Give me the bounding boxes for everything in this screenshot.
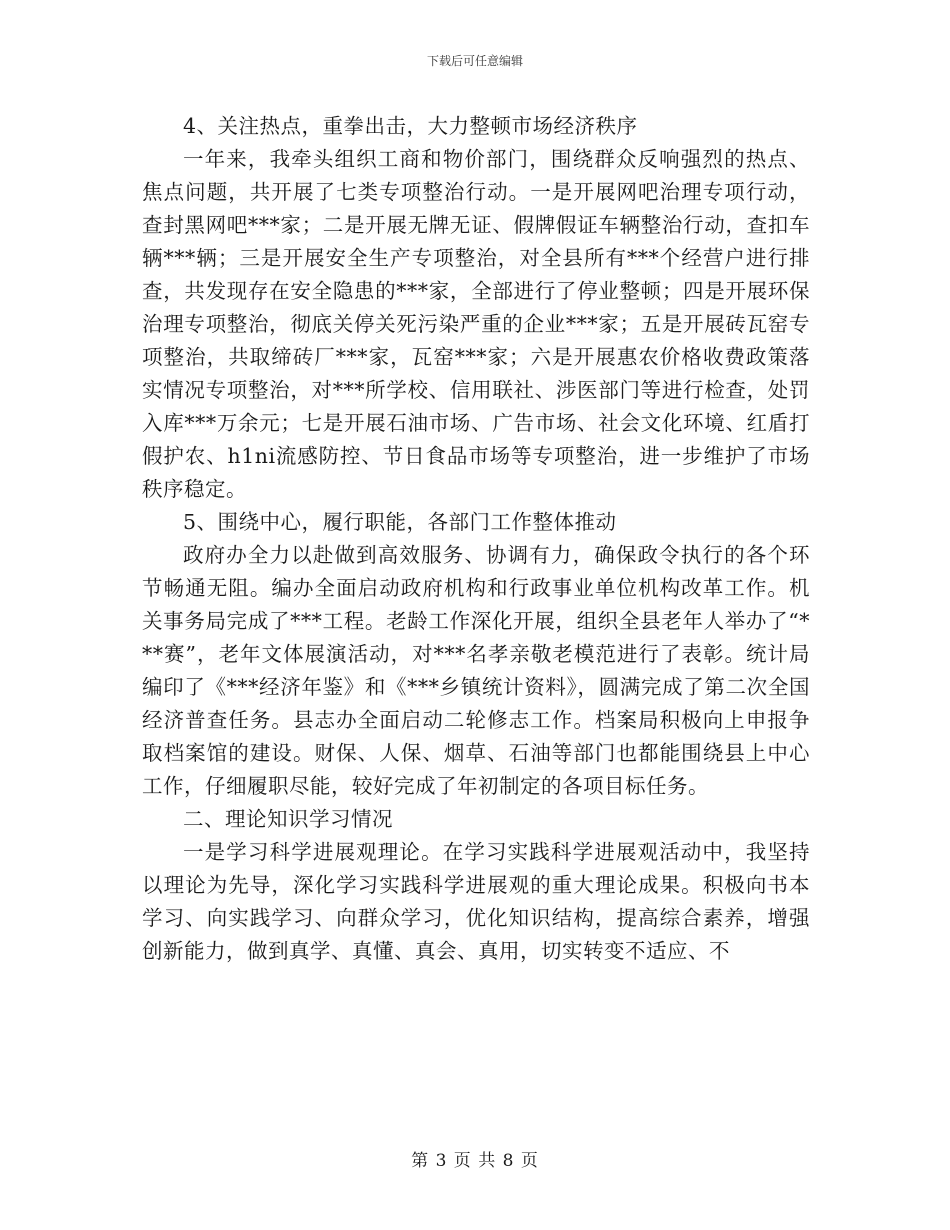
section-heading-4: 4、关注热点，重拳出击，大力整顿市场经济秩序	[183, 114, 638, 138]
paragraph-departments: 政府办全力以赴做到高效服务、协调有力，确保政令执行的各个环节畅通无阻。编办全面启动政府机构和行政事业单位机构改革工作。机关事务局完成了***工程。老龄工作深化开展，组织全县老年人举办了“***赛”，老年文体展演活动，对***名孝亲敬老模范进行了表彰。统计局编印了《***经济年鉴》和《***乡镇统计资料》，圆满完成了第二次全国经济普查任务。县志办全面启动二轮修志工作。档案局积极向上申报争取档案馆的建设。财保、人保、烟草、石油等部门也都能围绕县上中心工作，仔细履职尽能，较好完成了年初制定的各项目标任务。	[142, 543, 810, 798]
page-number-footer: 第 3 页 共 8 页	[411, 1151, 539, 1171]
header-note: 下载后可任意编辑	[426, 54, 523, 68]
section-heading-theory: 二、理论知识学习情况	[183, 807, 393, 831]
paragraph-theory-study: 一是学习科学进展观理论。在学习实践科学进展观活动中，我坚持以理论为先导，深化学习实践科学进展观的重大理论成果。积极向书本学习、向实践学习、向群众学习，优化知识结构，提高综合素养，增强创新能力，做到真学、真懂、真会、真用，切实转变不适应、不	[142, 840, 810, 963]
section-heading-5: 5、围绕中心，履行职能，各部门工作整体推动	[183, 510, 617, 534]
paragraph-market-order: 一年来，我牵头组织工商和物价部门，围绕群众反响强烈的热点、焦点问题，共开展了七类专项整治行动。一是开展网吧治理专项行动，查封黑网吧***家；二是开展无牌无证、假牌假证车辆整治行动，查扣车辆***辆；三是开展安全生产专项整治，对全县所有***个经营户进行排查，共发现存在安全隐患的***家，全部进行了停业整顿；四是开展环保治理专项整治，彻底关停关死污染严重的企业***家；五是开展砖瓦窑专项整治，共取缔砖厂***家，瓦窑***家；六是开展惠农价格收费政策落实情况专项整治，对***所学校、信用联社、涉医部门等进行检查，处罚入库***万余元；七是开展石油市场、广告市场、社会文化环境、红盾打假护农、h1ni流感防控、节日食品市场等专项整治，进一步维护了市场秩序稳定。	[142, 147, 810, 501]
document-body	[142, 110, 810, 968]
